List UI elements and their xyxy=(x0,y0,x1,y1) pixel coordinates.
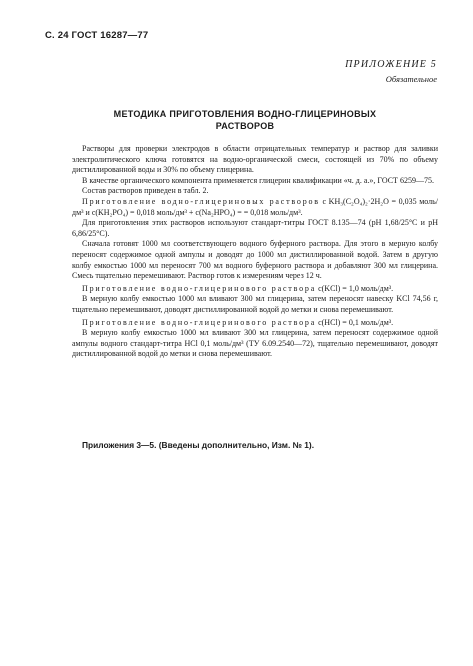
appendix-header xyxy=(345,58,437,86)
page-reference: С. 24 ГОСТ 16287—77 xyxy=(45,30,149,41)
amendment-note: Приложения 3—5. (Введены дополнительно, Изм. № 1). xyxy=(82,440,315,450)
paragraph: В мерную колбу емкостью 1000 мл вливают 300 мл глицерина, затем переносят навеску KCl 74,56 г, тщательно перемешивают, доводят дистиллированной водой до метки и снова перемешивают. xyxy=(72,294,438,314)
paragraph-text: c(KCl) = 1,0 моль/дм³. xyxy=(318,283,394,293)
title-line-1: МЕТОДИКА ПРИГОТОВЛЕНИЯ ВОДНО-ГЛИЦЕРИНОВЫХ xyxy=(113,109,377,119)
paragraph: Сначала готовят 1000 мл соответствующего водного буферного раствора. Для этого в мерную колбу переносят содержимое одной ампулы и доводят до 1000 мл дистиллированной водой. Затем в другую колбу емкостью 1000 мл переносят 700 мл водного буферного раствора и добавляют 300 мл глицерина. Смесь тщательно перемешивают. Раствор готов к измерениям через 12 ч. xyxy=(72,239,438,281)
run-in-heading: Приготовление водно-глицеринового раствора xyxy=(82,317,317,327)
paragraph-text: c(HCl) = 0,1 моль/дм³. xyxy=(318,317,394,327)
document-title xyxy=(60,108,430,132)
run-in-heading: Приготовление водно-глицеринового раствора xyxy=(82,283,317,293)
paragraph: Растворы для проверки электродов в области отрицательных температур и раствор для заливки электролитического ключа готовятся на водно-органической смеси, состоящей из 70% по объему дистиллированной воды и 30% по объему глицерина. xyxy=(72,144,438,175)
paragraph-with-heading xyxy=(72,318,438,329)
paragraph-text: c KH₃(C₂O₄)₂·2H₂O = 0,035 моль/дм³ и c(KH₂PO₄) = 0,018 моль/дм³ + c(Na₂HPO₄) = = 0,018 моль/дм³. xyxy=(72,196,439,217)
paragraph: Для приготовления этих растворов используют стандарт-титры ГОСТ 8.135—74 (рН 1,68/25°С и рН 6,86/25°С). xyxy=(72,218,438,238)
paragraph: Состав растворов приведен в табл. 2. xyxy=(82,186,209,196)
appendix-status: Обязательное xyxy=(385,74,437,84)
run-in-heading: Приготовление водно-глицериновых растворов xyxy=(82,196,320,206)
document-body xyxy=(72,144,438,360)
paragraph-with-heading xyxy=(72,197,438,218)
appendix-number: ПРИЛОЖЕНИЕ 5 xyxy=(345,59,437,70)
title-line-2: РАСТВОРОВ xyxy=(215,121,275,131)
paragraph: В качестве органического компонента применяется глицерин квалификации «ч. д. а.», ГОСТ 6259—75. xyxy=(82,175,434,185)
paragraph-with-heading xyxy=(72,284,438,295)
paragraph: В мерную колбу емкостью 1000 мл вливают 300 мл глицерина, затем переносят содержимое одной ампулы водного стандарт-титра HCl 0,1 моль/дм³ (ТУ 6.09.2540—72), тщательно перемешивают, доводят дистиллированной водой до метки и снова перемешивают. xyxy=(72,328,438,359)
